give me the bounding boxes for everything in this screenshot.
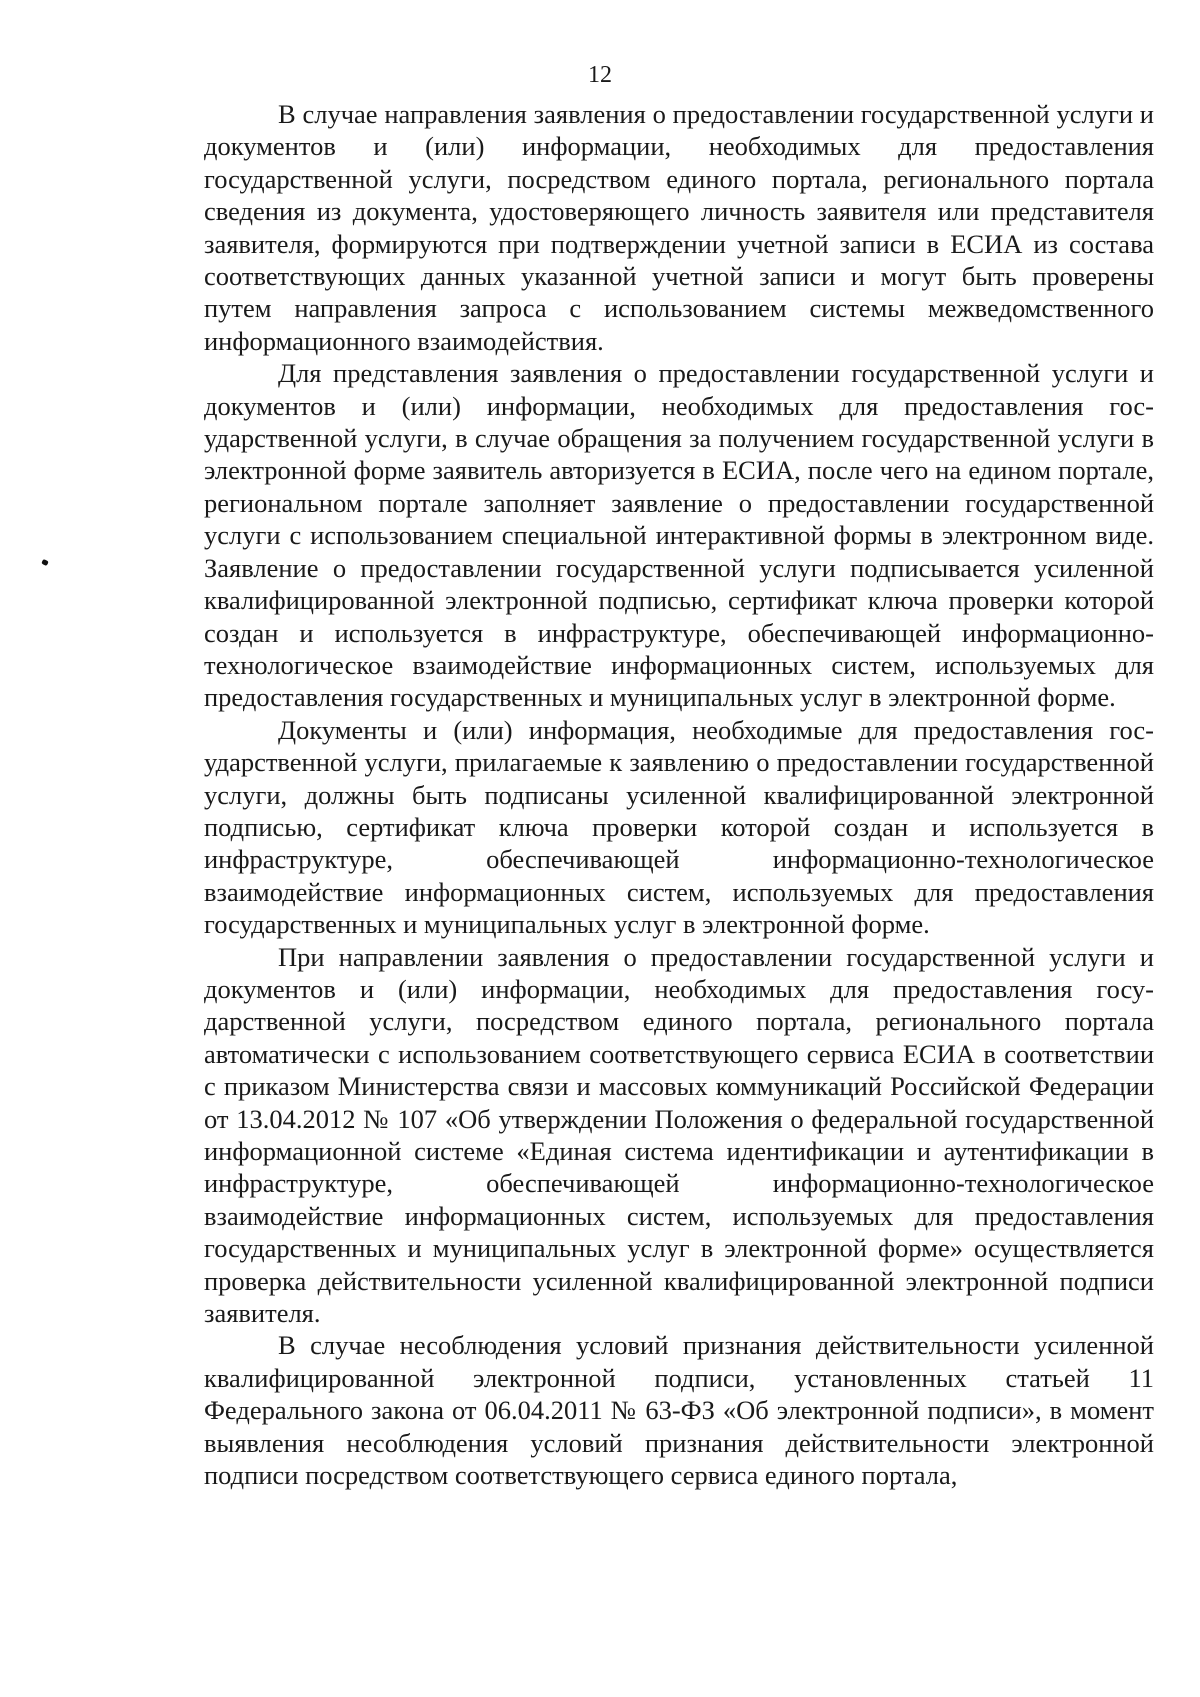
paragraph-attached-documents-signature: Документы и (или) информация, необходимые для предоставления государственной услуги, прилагаемые к заявлению о предоставлении государственной услуги, должны быть подписаны усиленной квалифицированной электронной подписью, сертификат ключа проверки которой создан и используется в инфраструктуре, обеспечивающей информационно-технологическое взаимодействие информационных систем, используемых для предоставления государственных и муниципальных услуг в электронной форме. [204,714,1154,940]
scan-artifact-mark [41,559,49,566]
paragraph-electronic-application: Для представления заявления о предоставлении государственной услуги и документов и (или) информации, необходимых для предоставления государственной услуги, в случае обращения за получением государственной услуги в электронной форме заявитель авторизуется в ЕСИА, после чего на едином портале, региональном портале заполняет заявление о предоставлении государственной услуги с использованием специальной интерактивной формы в электронном виде. Заявление о предоставлении государственной услуги подписывается усиленной квалифицированной электронной подписью, сертификат ключа проверки которой создан и используется в инфраструктуре, обеспечивающей информационно-технологическое взаимодействие информационных систем, используемых для предоставления государственных и муниципальных услуг в электронной форме. [204,358,1154,713]
document-body [204,98,1154,1491]
paragraph-esia-identity-verification: В случае направления заявления о предоставлении государственной услуги и документов и (или) информации, необходимых для предоставления государственной услуги, посредством единого портала, регионального портала сведения из документа, удостоверяющего личность заявителя или представителя заявителя, формируются при подтверждении учетной записи в ЕСИА из состава соответствующих данных указанной учетной записи и могут быть проверены путем направления запроса с использованием системы межведомственного информационного взаимодействия. [204,99,1154,356]
paragraph-signature-validity-check: При направлении заявления о предоставлении государственной услуги и документов и (или) информации, необходимых для предоставления государственной услуги, посредством единого портала, регионального портала автоматически с использованием соответствующего сервиса ЕСИА в соответствии с приказом Министерства связи и массовых коммуникаций Российской Федерации от 13.04.2012 № 107 «Об утверждении Положения о федеральной государственной информационной системе «Единая система идентификации и аутентификации в инфраструктуре, обеспечивающей информационно-технологическое взаимодействие информационных систем, используемых для предоставления государственных и муниципальных услуг в электронной форме» осуществляется проверка действительности усиленной квалифицированной электронной подписи заявителя. [204,941,1154,1329]
page-number: 12 [588,62,612,88]
paragraph-signature-noncompliance: В случае несоблюдения условий признания действительности усиленной квалифицированной электронной подписи, установленных статьей 11 Федерального закона от 06.04.2011 № 63-ФЗ «Об электронной подписи», в момент выявления несоблюдения условий признания действительности электронной подписи посредством соответствующего сервиса единого портала, [204,1330,1154,1491]
